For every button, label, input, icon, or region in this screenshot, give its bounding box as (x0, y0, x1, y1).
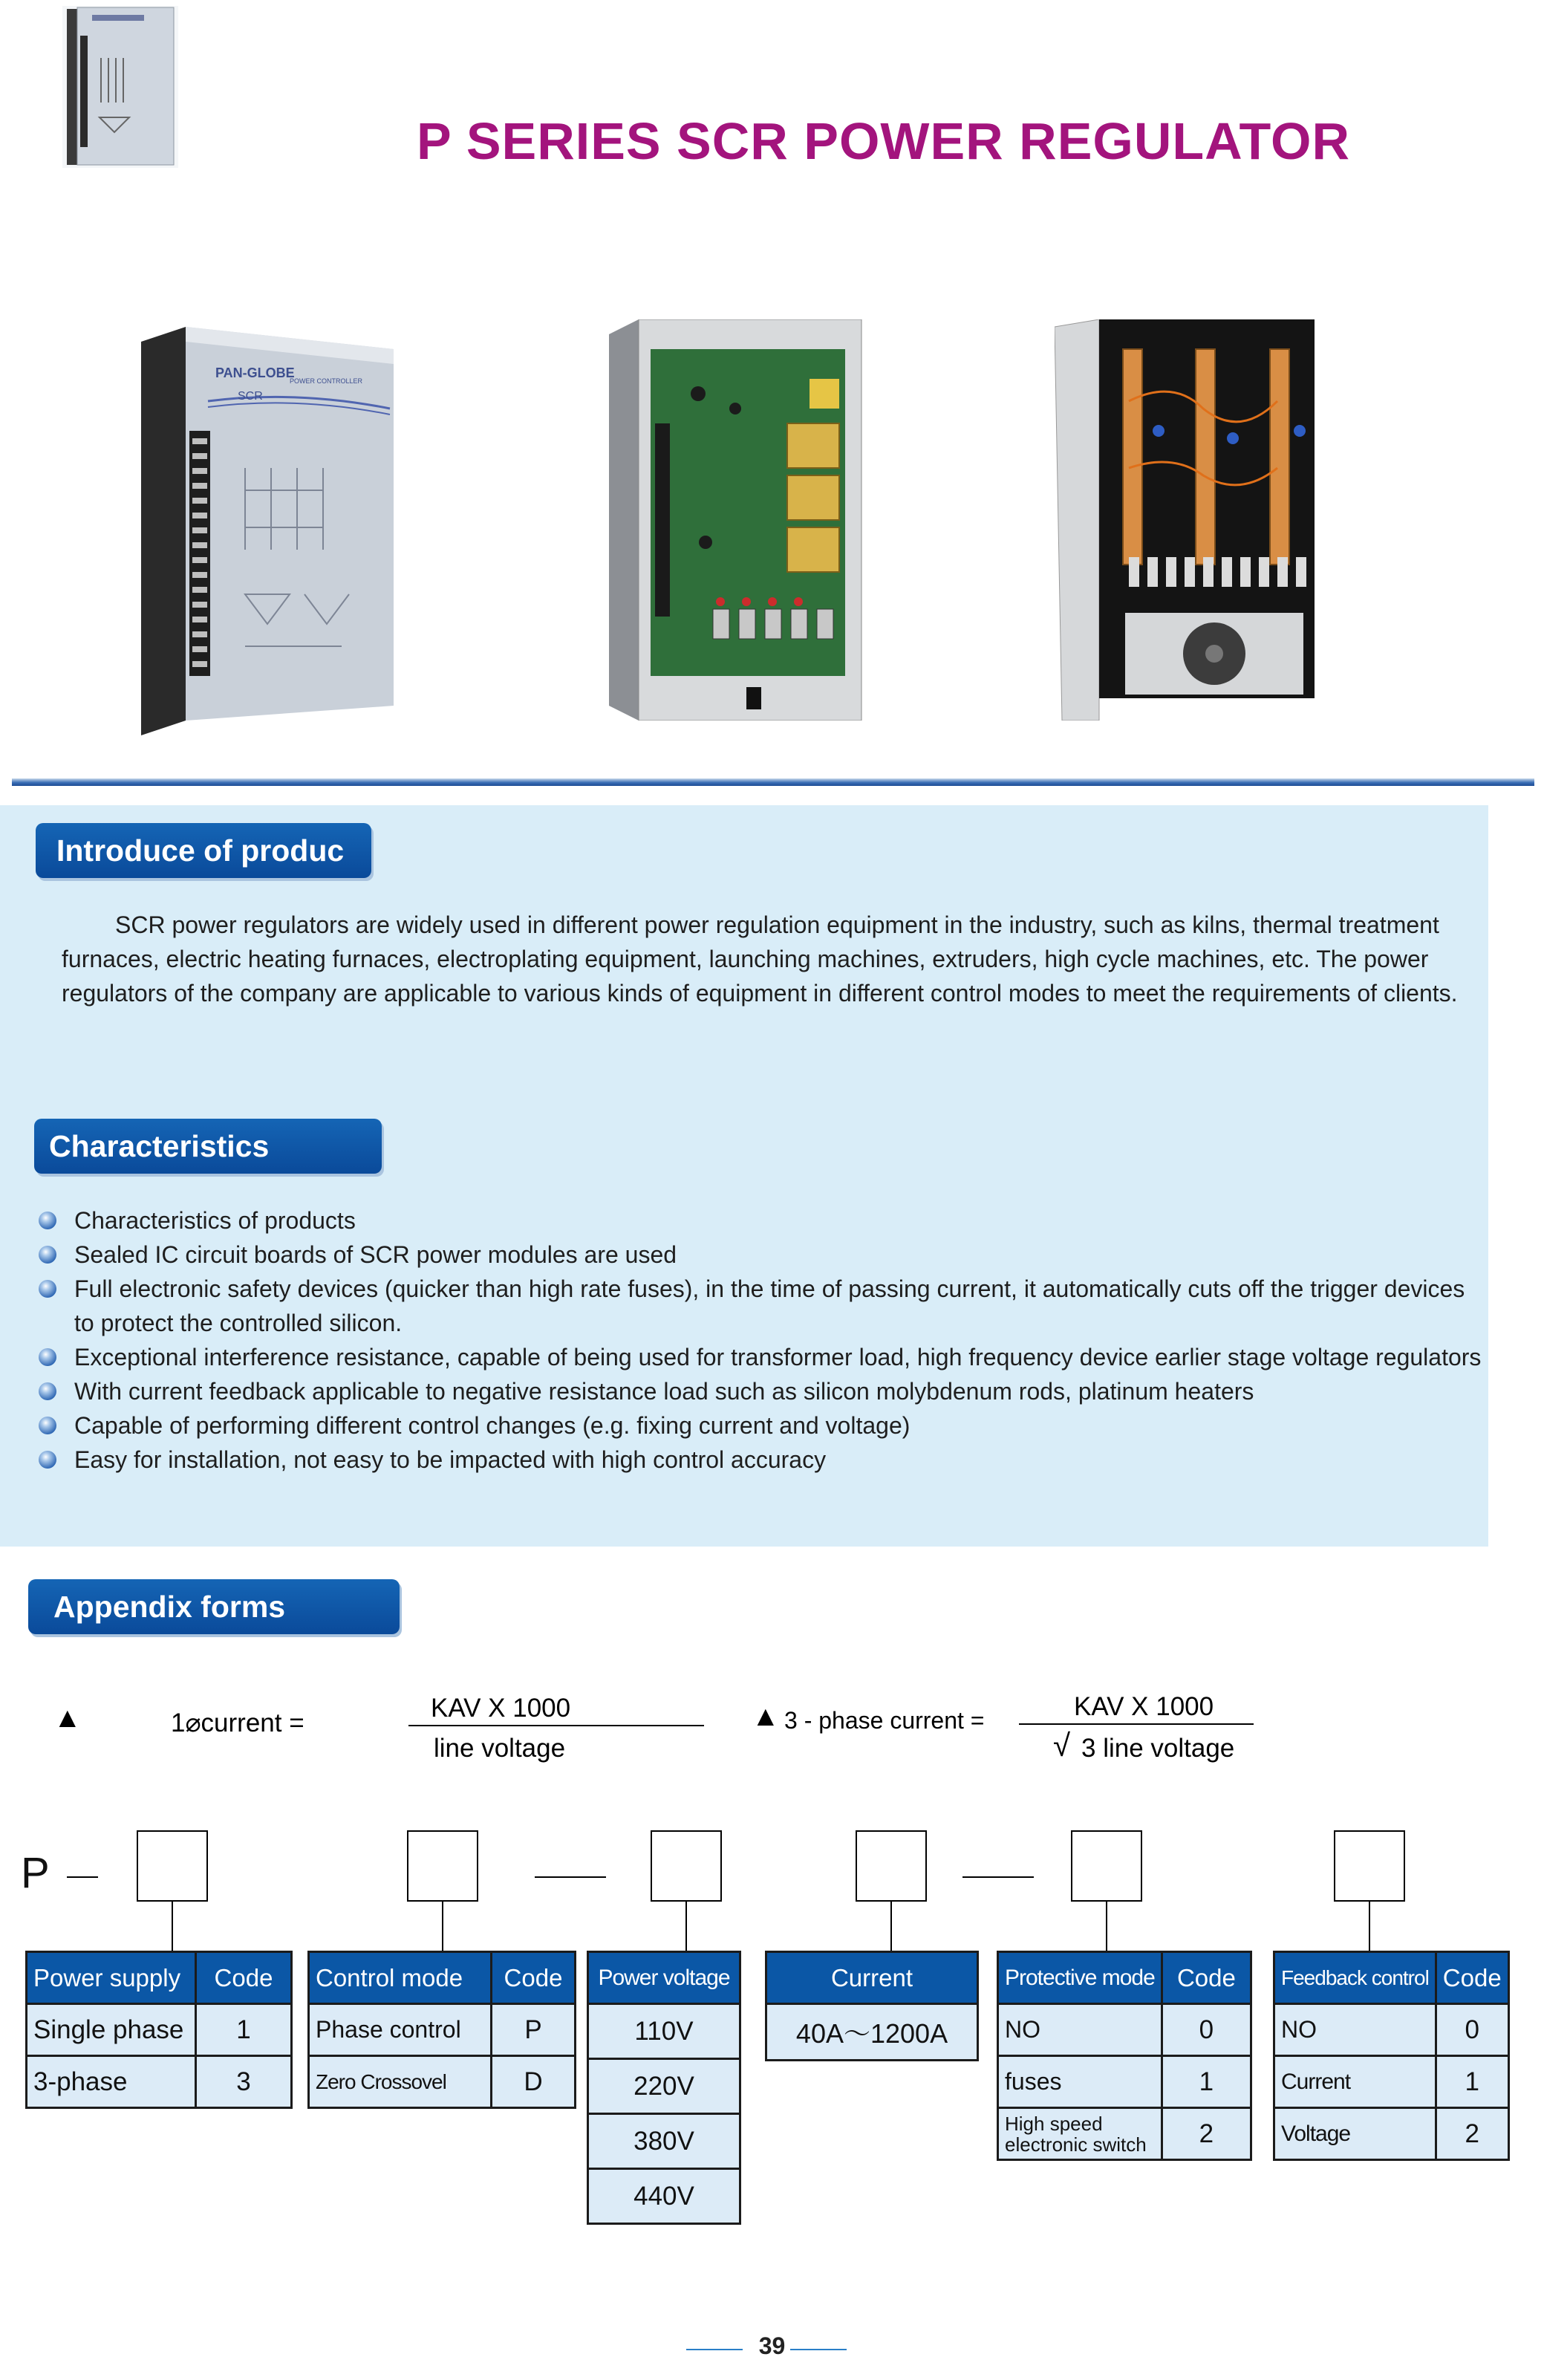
table-cell: 1 (1436, 2056, 1508, 2108)
connector-line (172, 1902, 173, 1951)
section-heading-intro: Introduce of produc (36, 823, 371, 878)
feedback-control-table (1273, 1951, 1510, 2161)
three-phase-numerator: KAV X 1000 (1074, 1692, 1214, 1721)
table-header: Code (196, 1952, 292, 2004)
table-cell: 40A～1200A (766, 2004, 978, 2061)
table-cell: 0 (1436, 2004, 1508, 2056)
code-box-feedback-control (1334, 1830, 1405, 1902)
code-box-protective-mode (1071, 1830, 1142, 1902)
product-photo-circuit-board (609, 319, 869, 721)
table-cell: 3 (196, 2056, 292, 2108)
connector-line (685, 1902, 687, 1951)
table-cell: 220V (588, 2059, 740, 2114)
table-cell: 2 (1436, 2108, 1508, 2160)
section-heading-appendix: Appendix forms (28, 1579, 400, 1634)
connector-line (890, 1902, 892, 1951)
bullet-icon (39, 1451, 56, 1469)
list-item: With current feedback applicable to negative resistance load such as silicon molybdenum rods, platinum heaters (37, 1374, 1485, 1408)
table-header: Power voltage (588, 1952, 740, 2004)
code-box-control-mode (407, 1830, 478, 1902)
list-item: Easy for installation, not easy to be impacted with high control accuracy (37, 1443, 1485, 1477)
footer-rule-right (790, 2349, 847, 2350)
list-item: Sealed IC circuit boards of SCR power modules are used (37, 1238, 1485, 1272)
table-header: Current (766, 1952, 978, 2004)
fraction-line (1019, 1723, 1254, 1725)
section-heading-characteristics: Characteristics (34, 1119, 382, 1174)
table-header: Feedback control (1274, 1952, 1436, 2004)
code-box-power-supply (137, 1830, 208, 1902)
table-cell: 110V (588, 2004, 740, 2059)
table-cell: Current (1274, 2056, 1436, 2108)
code-box-power-voltage (651, 1830, 722, 1902)
single-phase-formula-label: 1⌀current = (171, 1708, 304, 1737)
code-box-current (856, 1830, 927, 1902)
single-phase-denominator: line voltage (434, 1734, 566, 1763)
table-cell: 1 (196, 2004, 292, 2056)
control-mode-table (307, 1951, 576, 2109)
table-cell: P (492, 2004, 576, 2056)
table-cell: D (492, 2056, 576, 2108)
power-voltage-table (587, 1951, 741, 2225)
table-header: Code (1162, 1952, 1251, 2004)
product-photo-closed (134, 319, 408, 735)
table-cell: Voltage (1274, 2108, 1436, 2160)
connector-line (1369, 1902, 1370, 1951)
table-header: Power supply (27, 1952, 196, 2004)
bullet-icon (39, 1382, 56, 1400)
list-item: Capable of performing different control changes (e.g. fixing current and voltage) (37, 1408, 1485, 1443)
table-header: Code (1436, 1952, 1508, 2004)
three-phase-denominator: 3 line voltage (1081, 1734, 1235, 1763)
list-item: Exceptional interference resistance, capable of being used for transformer load, high frequency device earlier stage voltage regulators (37, 1340, 1485, 1374)
table-cell: 3-phase (27, 2056, 196, 2108)
table-cell: Phase control (309, 2004, 492, 2056)
single-phase-numerator: KAV X 1000 (431, 1694, 571, 1723)
three-phase-formula-label: 3 - phase current = (784, 1707, 985, 1734)
protective-mode-table (997, 1951, 1252, 2161)
table-cell: Zero Crossovel (309, 2056, 492, 2108)
table-cell: 1 (1162, 2056, 1251, 2108)
bullet-icon (39, 1348, 56, 1366)
fraction-line (408, 1725, 704, 1726)
table-cell: High speed electronic switch (998, 2108, 1162, 2160)
page-title: P SERIES SCR POWER REGULATOR (416, 112, 1351, 170)
table-cell: 380V (588, 2114, 740, 2169)
code-dash (535, 1876, 606, 1878)
sqrt-icon: √ (1053, 1728, 1071, 1763)
intro-paragraph: SCR power regulators are widely used in different power regulation equipment in the industry, such as kilns, thermal treatment furnaces, electric heating furnaces, electroplating equipment, launching machines, extruders, high cycle machines, etc. The power regulators of the company are applicable to various kinds of equipment in different control modes to meet the requirements of clients. (62, 911, 1458, 1007)
code-dash (67, 1876, 98, 1878)
current-table (765, 1951, 979, 2061)
characteristics-list (37, 1203, 1485, 1477)
power-supply-table (25, 1951, 293, 2109)
table-cell: 2 (1162, 2108, 1251, 2160)
table-cell: NO (998, 2004, 1162, 2056)
connector-line (442, 1902, 443, 1951)
product-photo-internal-view (1055, 319, 1329, 721)
table-cell: 0 (1162, 2004, 1251, 2056)
table-cell: fuses (998, 2056, 1162, 2108)
table-header: Code (492, 1952, 576, 2004)
controller-label: POWER CONTROLLER (290, 377, 363, 385)
table-header: Protective mode (998, 1952, 1162, 2004)
bullet-icon (39, 1280, 56, 1298)
triangle-marker-icon: ▲ (53, 1703, 82, 1734)
table-header: Control mode (309, 1952, 492, 2004)
bullet-icon (39, 1246, 56, 1264)
bullet-icon (39, 1212, 56, 1229)
connector-line (1106, 1902, 1107, 1951)
brand-label: PAN-GLOBE (215, 365, 295, 380)
page-number: 39 (758, 2332, 786, 2359)
list-item: Full electronic safety devices (quicker than high rate fuses), in the time of passing current, it automatically cuts off the trigger devices to protect the controlled silicon. (37, 1272, 1485, 1340)
table-cell: NO (1274, 2004, 1436, 2056)
header-divider (12, 778, 1534, 786)
code-dash (962, 1876, 1034, 1878)
triangle-marker-icon: ▲ (752, 1701, 780, 1732)
list-item: Characteristics of products (37, 1203, 1485, 1238)
model-prefix: P (21, 1849, 50, 1897)
table-cell: Single phase (27, 2004, 196, 2056)
table-cell: 440V (588, 2169, 740, 2224)
bullet-icon (39, 1417, 56, 1434)
scr-label: SCR (238, 390, 263, 403)
